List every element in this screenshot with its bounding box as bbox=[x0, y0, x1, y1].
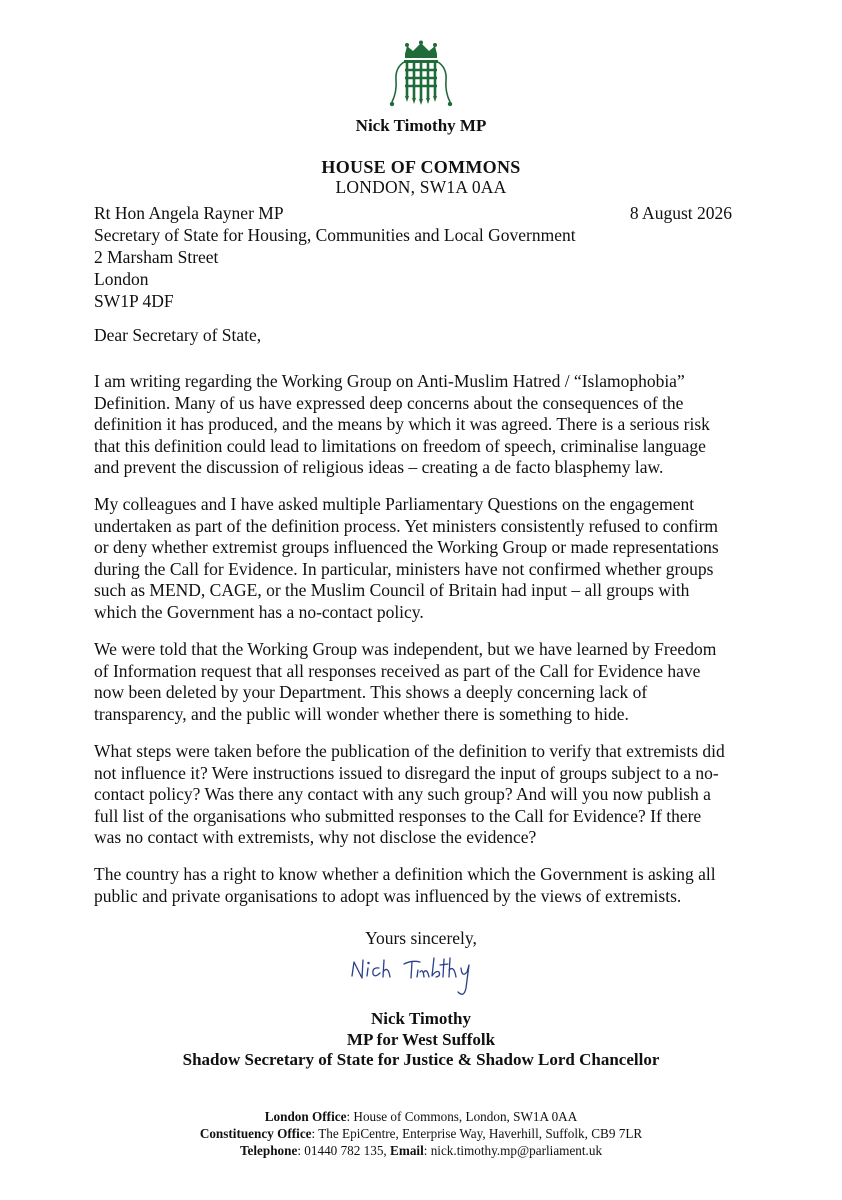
footer-contacts bbox=[0, 1108, 842, 1159]
body-line: undertaken as part of the definition process. Yet ministers consistently refused to confirm bbox=[94, 515, 719, 536]
body-line: What steps were taken before the publication of the definition to verify that extremists did bbox=[94, 741, 725, 761]
footer-label: Telephone bbox=[239, 1143, 298, 1158]
recipient-line: SW1P 4DF bbox=[94, 291, 174, 311]
letterhead-mp-name: Nick Timothy MP bbox=[355, 116, 487, 135]
letterhead-house: HOUSE OF COMMONS bbox=[321, 157, 521, 177]
letter-date: 8 August 2026 bbox=[629, 203, 732, 223]
body-line: which the Government has a no-contact policy. bbox=[94, 601, 424, 622]
footer-value: : 01440 782 135, bbox=[297, 1143, 391, 1158]
body-line: contact policy? Was there any contact with any such group? And will you now publish a bbox=[94, 784, 711, 804]
signatory-title: Shadow Secretary of State for Justice & Shadow Lord Chancellor bbox=[182, 1050, 660, 1069]
signatory-constituency: MP for West Suffolk bbox=[346, 1030, 496, 1049]
footer-label: Constituency Office bbox=[199, 1126, 312, 1141]
footer-constituency-office bbox=[0, 1125, 842, 1142]
footer-telephone-email bbox=[0, 1142, 842, 1159]
body-line: We were told that the Working Group was independent, but we have learned by Freedom bbox=[94, 639, 717, 659]
salutation: Dear Secretary of State, bbox=[94, 325, 262, 345]
body-line: transparency, and the public will wonder whether there is something to hide. bbox=[94, 703, 629, 724]
recipient-line: London bbox=[94, 269, 149, 289]
body-line: or deny whether extremist groups influenced the Working Group or made representations bbox=[94, 537, 719, 557]
recipient-line: Rt Hon Angela Rayner MP bbox=[94, 203, 284, 223]
recipient-line: Secretary of State for Housing, Communities and Local Government bbox=[94, 225, 576, 245]
signatory-name: Nick Timothy bbox=[371, 1009, 471, 1028]
body-line: of Information request that all responses received as part of the Call for Evidence have bbox=[94, 660, 701, 681]
body-paragraph-5 bbox=[94, 864, 754, 907]
handwritten-signature-icon bbox=[346, 950, 486, 1005]
body-line: was no contact with extremists, why not disclose the evidence? bbox=[94, 827, 537, 847]
letterhead-city: LONDON, SW1A 0AA bbox=[335, 177, 507, 197]
body-line: definition it has produced, and the means by which it was agreed. There is a serious risk bbox=[94, 414, 710, 434]
body-paragraph-1 bbox=[94, 371, 754, 479]
closing bbox=[0, 928, 842, 949]
footer-value: : House of Commons, London, SW1A 0AA bbox=[346, 1109, 578, 1124]
footer-value: : The EpiCentre, Enterprise Way, Haverhill, Suffolk, CB9 7LR bbox=[311, 1126, 643, 1141]
footer-london-office bbox=[0, 1108, 842, 1125]
footer-email-value[interactable]: : nick.timothy.mp@parliament.uk bbox=[423, 1143, 603, 1158]
body-line: during the Call for Evidence. In particular, ministers have not confirmed whether groups bbox=[94, 558, 714, 579]
body-paragraph-3 bbox=[94, 639, 754, 725]
portcullis-crest-icon bbox=[383, 40, 459, 112]
recipient-address bbox=[94, 202, 576, 312]
body-line: now been deleted by your Department. This shows a deeply concerning lack of bbox=[94, 682, 648, 702]
body-line: The country has a right to know whether a definition which the Government is asking all bbox=[94, 864, 716, 884]
body-line: and prevent the discussion of religious ideas – creating a de facto blasphemy law. bbox=[94, 457, 664, 477]
body-line: full list of the organisations who submitted responses to the Call for Evidence? If there bbox=[94, 805, 702, 826]
body-line: that this definition could lead to limitations on freedom of speech, criminalise language bbox=[94, 435, 706, 456]
body-paragraph-2 bbox=[94, 494, 754, 623]
footer-label: Email bbox=[390, 1143, 424, 1158]
body-line: not influence it? Were instructions issued to disregard the input of groups subject to a no- bbox=[94, 762, 719, 783]
body-line: I am writing regarding the Working Group on Anti-Muslim Hatred / “Islamophobia” bbox=[94, 371, 685, 391]
footer-label: London Office bbox=[264, 1109, 347, 1124]
recipient-line: 2 Marsham Street bbox=[94, 247, 219, 267]
body-line: My colleagues and I have asked multiple Parliamentary Questions on the engagement bbox=[94, 494, 695, 514]
body-paragraph-4 bbox=[94, 741, 754, 849]
body-line: public and private organisations to adopt was influenced by the views of extremists. bbox=[94, 885, 682, 906]
closing-text: Yours sincerely, bbox=[365, 928, 477, 948]
body-line: such as MEND, CAGE, or the Muslim Council of Britain had input – all groups with bbox=[94, 580, 690, 600]
body-line: Definition. Many of us have expressed deep concerns about the consequences of the bbox=[94, 392, 684, 413]
